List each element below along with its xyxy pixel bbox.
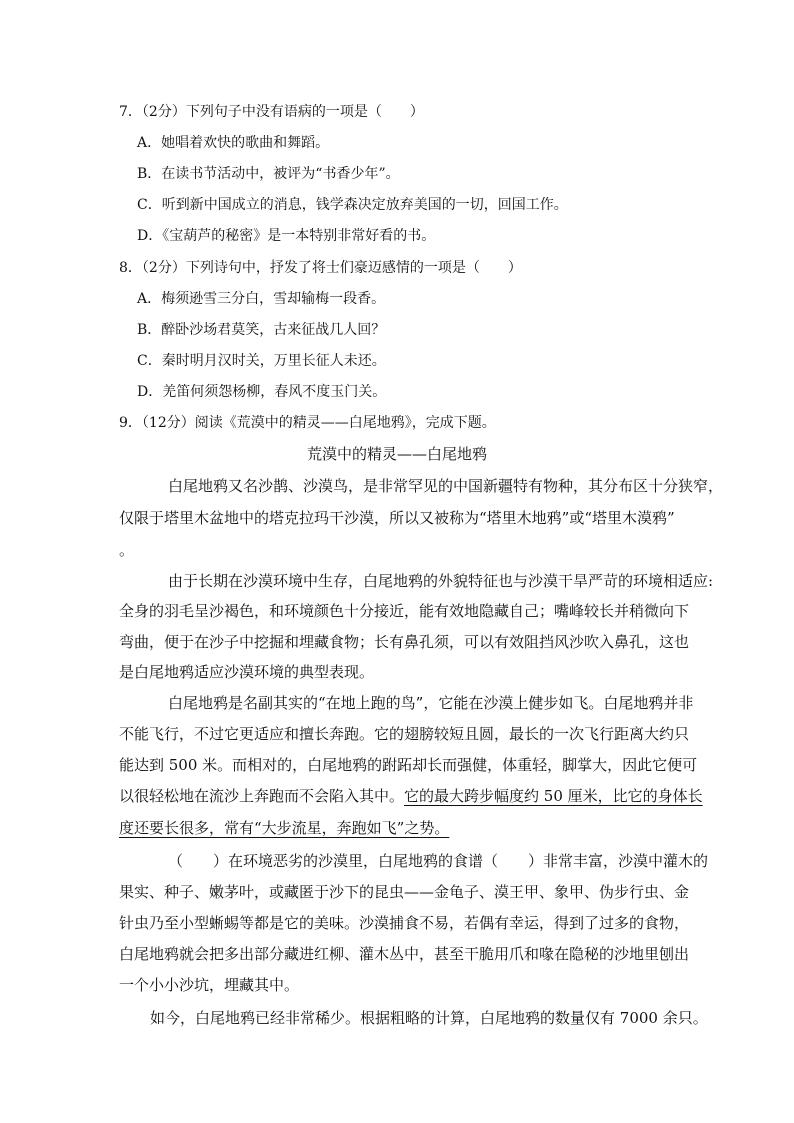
passage-plain-text: 以很轻松地在流沙上奔跑而不会陷入其中。 [119, 787, 405, 805]
passage-paragraph-3-line-2: 不能飞行，不过它更适应和擅长奔跑。它的翅膀较短且圆，最长的一次飞行距离大约只 [119, 725, 690, 743]
question-7-option-d: D．《宝葫芦的秘密》是一本特别非常好看的书。 [137, 228, 436, 244]
passage-paragraph-5-line-1: 如今，白尾地鸦已经非常稀少。根据粗略的计算，白尾地鸦的数量仅有 7000 余只。 [150, 1009, 708, 1027]
passage-paragraph-1-line-2: 仅限于塔里木盆地中的塔克拉玛干沙漠，所以又被称为“塔里木地鸦”或“塔里木漠鸦” [119, 509, 675, 527]
question-8-option-a: A．梅须逊雪三分白，雪却输梅一段香。 [137, 291, 386, 307]
question-8-option-b: B．醉卧沙场君莫笑，古来征战几人回？ [137, 322, 386, 338]
question-8-stem: 8．（2分）下列诗句中，抒发了将士们豪迈感情的一项是（ ） [119, 260, 522, 276]
passage-paragraph-4-line-3: 针虫乃至小型蜥蜴等都是它的美味。沙漠捕食不易，若偶有幸运，得到了过多的食物， [119, 914, 690, 932]
passage-paragraph-4-line-5: 一个小小沙坑，埋藏其中。 [119, 976, 300, 994]
passage-title: 荒漠中的精灵——白尾地鸦 [306, 445, 487, 463]
underlined-sentence-continued: 度还要长很多，常有“大步流星，奔跑如飞”之势。 [119, 819, 450, 837]
underlined-sentence: 它的最大跨步幅度约 50 厘米，比它的身体长 [404, 787, 703, 805]
passage-paragraph-2-line-1: 由于长期在沙漠环境中生存，白尾地鸦的外貌特征也与沙漠干旱严苛的环境相适应: [168, 572, 714, 590]
question-7-option-c: C．听到新中国成立的消息，钱学森决定放弃美国的一切，回国工作。 [137, 197, 568, 213]
question-7-option-b: B．在读书节活动中，被评为“书香少年”。 [137, 166, 400, 182]
passage-paragraph-3-line-1: 白尾地鸦是名副其实的“在地上跑的鸟”，它能在沙漠上健步如飞。白尾地鸦并非 [168, 694, 694, 712]
question-8-option-d: D．羌笛何须怨杨柳，春风不度玉门关。 [137, 384, 387, 400]
passage-paragraph-3-line-3: 能达到 500 米。而相对的，白尾地鸦的跗跖却长而强健，体重轻，脚掌大，因此它便可 [119, 756, 698, 774]
passage-paragraph-1-line-3: 。 [119, 541, 135, 559]
passage-paragraph-2-line-4: 是白尾地鸦适应沙漠环境的典型表现。 [119, 663, 375, 681]
passage-paragraph-2-line-3: 弯曲，便于在沙子中挖掘和埋藏食物；长有鼻孔须，可以有效阻挡风沙吹入鼻孔，这也 [119, 633, 690, 651]
question-7-option-a: A．她唱着欢快的歌曲和舞蹈。 [137, 135, 330, 151]
passage-paragraph-3-line-4 [119, 786, 703, 806]
passage-paragraph-4-line-4: 白尾地鸦就会把多出部分藏进红柳、灌木丛中，甚至干脆用爪和喙在隐秘的沙地里刨出 [119, 945, 690, 963]
question-7-stem: 7．（2分）下列句子中没有语病的一项是（ ） [119, 104, 424, 120]
question-8-option-c: C．秦时明月汉时关，万里长征人未还。 [137, 353, 386, 369]
passage-paragraph-4-line-2: 果实、种子、嫩茅叶，或藏匿于沙下的昆虫——金龟子、漠王甲、象甲、伪步行虫、金 [119, 883, 690, 901]
passage-paragraph-1-line-1: 白尾地鸦又名沙鹊、沙漠鸟，是非常罕见的中国新疆特有物种，其分布区十分狭窄， [168, 477, 724, 495]
passage-paragraph-2-line-2: 全身的羽毛呈沙褐色，和环境颜色十分接近，能有效地隐藏自己；嘴峰较长并稍微向下 [119, 602, 690, 620]
passage-paragraph-4-line-1: （ ）在环境恶劣的沙漠里，白尾地鸦的食谱（ ）非常丰富，沙漠中灌木的 [168, 852, 709, 870]
question-9-stem: 9．（12分）阅读《荒漠中的精灵——白尾地鸦》，完成下题。 [119, 415, 496, 431]
